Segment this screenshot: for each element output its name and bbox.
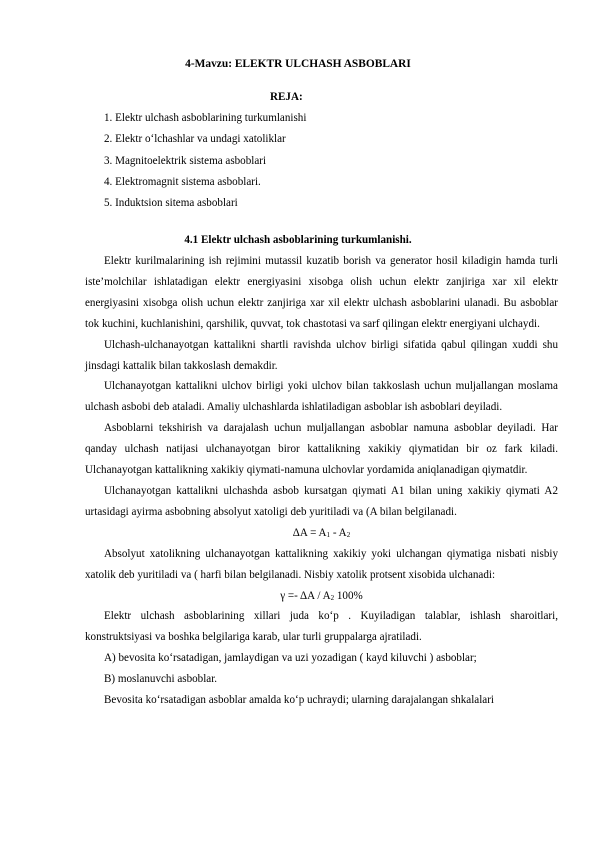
page-title: 4-Mavzu: ELEKTR ULCHASH ASBOBLARI xyxy=(185,58,411,70)
paragraph: Ulchanayotgan kattalikni ulchov birligi yoki ulchov bilan takkoslash uchun muljallangan moslama ulchash asbobi deb ataladi. Amaliy ulchashlarda ishlatiladigan asboblar ish asboblari deyiladi. xyxy=(85,380,558,414)
plan-item: 3. Magnitoelektrik sistema asboblari xyxy=(104,154,267,167)
section-heading: 4.1 Elektr ulchash asboblarining turkumlanishi. xyxy=(184,234,412,246)
paragraph: Absolyut xatolikning ulchanayotgan kattalikning xakikiy yoki ulchangan qiymatiga nisbati nisbiy xatolik deb yuritiladi va ( harfi bilan belgilanadi. Nisbiy xatolik protsent xisobida ulchanadi: xyxy=(85,547,558,581)
relative-error-formula: $\gamma =- \Delta A / A_2$ 100% xyxy=(280,589,363,602)
paragraph: Asboblarni tekshirish va darajalash uchun muljallangan asboblar namuna asboblar deyiladi. Har qanday ulchash natijasi ulchanayotgan biror kattalikning xakikiy qiymatidan bir oz fark kiladi. Ulchanayotgan kattalikning xakikiy qiymati-namuna ulchovlar yordamida aniqlanadigan qiymatdir. xyxy=(85,422,558,477)
plan-item: 4. Elektromagnit sistema asboblari. xyxy=(104,175,261,188)
paragraph: A) bevosita ko‘rsatadigan, jamlaydigan va uzi yozadigan ( kayd kiluvchi ) asboblar; xyxy=(104,652,477,665)
paragraph: Ulchanayotgan kattalikni ulchashda asbob kursatgan qiymati A1 bilan uning xakikiy qiymati A2 urtasidagi ayirma asbobning absolyut xatoligi deb yuritiladi va (A bilan belgilanadi. xyxy=(85,484,558,518)
paragraph: Bevosita ko‘rsatadigan asboblar amalda ko‘p uchraydi; ularning darajalangan shkalalari xyxy=(104,694,494,707)
paragraph: B) moslanuvchi asboblar. xyxy=(104,673,218,686)
plan-item: 5. Induktsion sitema asboblari xyxy=(104,197,238,210)
absolute-error-formula: $\Delta A = A_1 - A_2$ xyxy=(292,526,351,539)
paragraph: Elektr ulchash asboblarining xillari juda ko‘p . Kuyiladigan talablar, ishlash sharoitlari, konstruktsiyasi va boshka belgilariga karab, ular turli gruppalarga ajratiladi. xyxy=(85,610,558,644)
paragraph: Ulchash-ulchanayotgan kattalikni shartli ravishda ulchov birligi sifatida qabul qilingan xuddi shu jinsdagi kattalik bilan takkoslash demakdir. xyxy=(85,338,558,372)
plan-heading: REJA: xyxy=(270,91,303,103)
plan-list xyxy=(104,108,306,214)
plan-item: 2. Elektr o‘lchashlar va undagi xatoliklar xyxy=(104,133,286,146)
paragraph: Elektr kurilmalarining ish rejimini mutassil kuzatib borish va generator hosil kiladigin hamda turli iste’molchilar ishlatadigan elektr energiyasini xisobga olish uchun elektr zanjiriga xar xil elektr energiyasini xisobga olish uchun elektr zanjiriga xar xil elektr ulchash asboblarini ulanadi. Bu asboblar tok kuchini, kuchlanishini, qarshilik, quvvat, tok chastotasi va sarf qilingan elektr energiyani ulchaydi. xyxy=(85,255,558,330)
plan-item: 1. Elektr ulchash asboblarining turkumlanishi xyxy=(104,112,307,124)
body-text xyxy=(85,251,558,711)
